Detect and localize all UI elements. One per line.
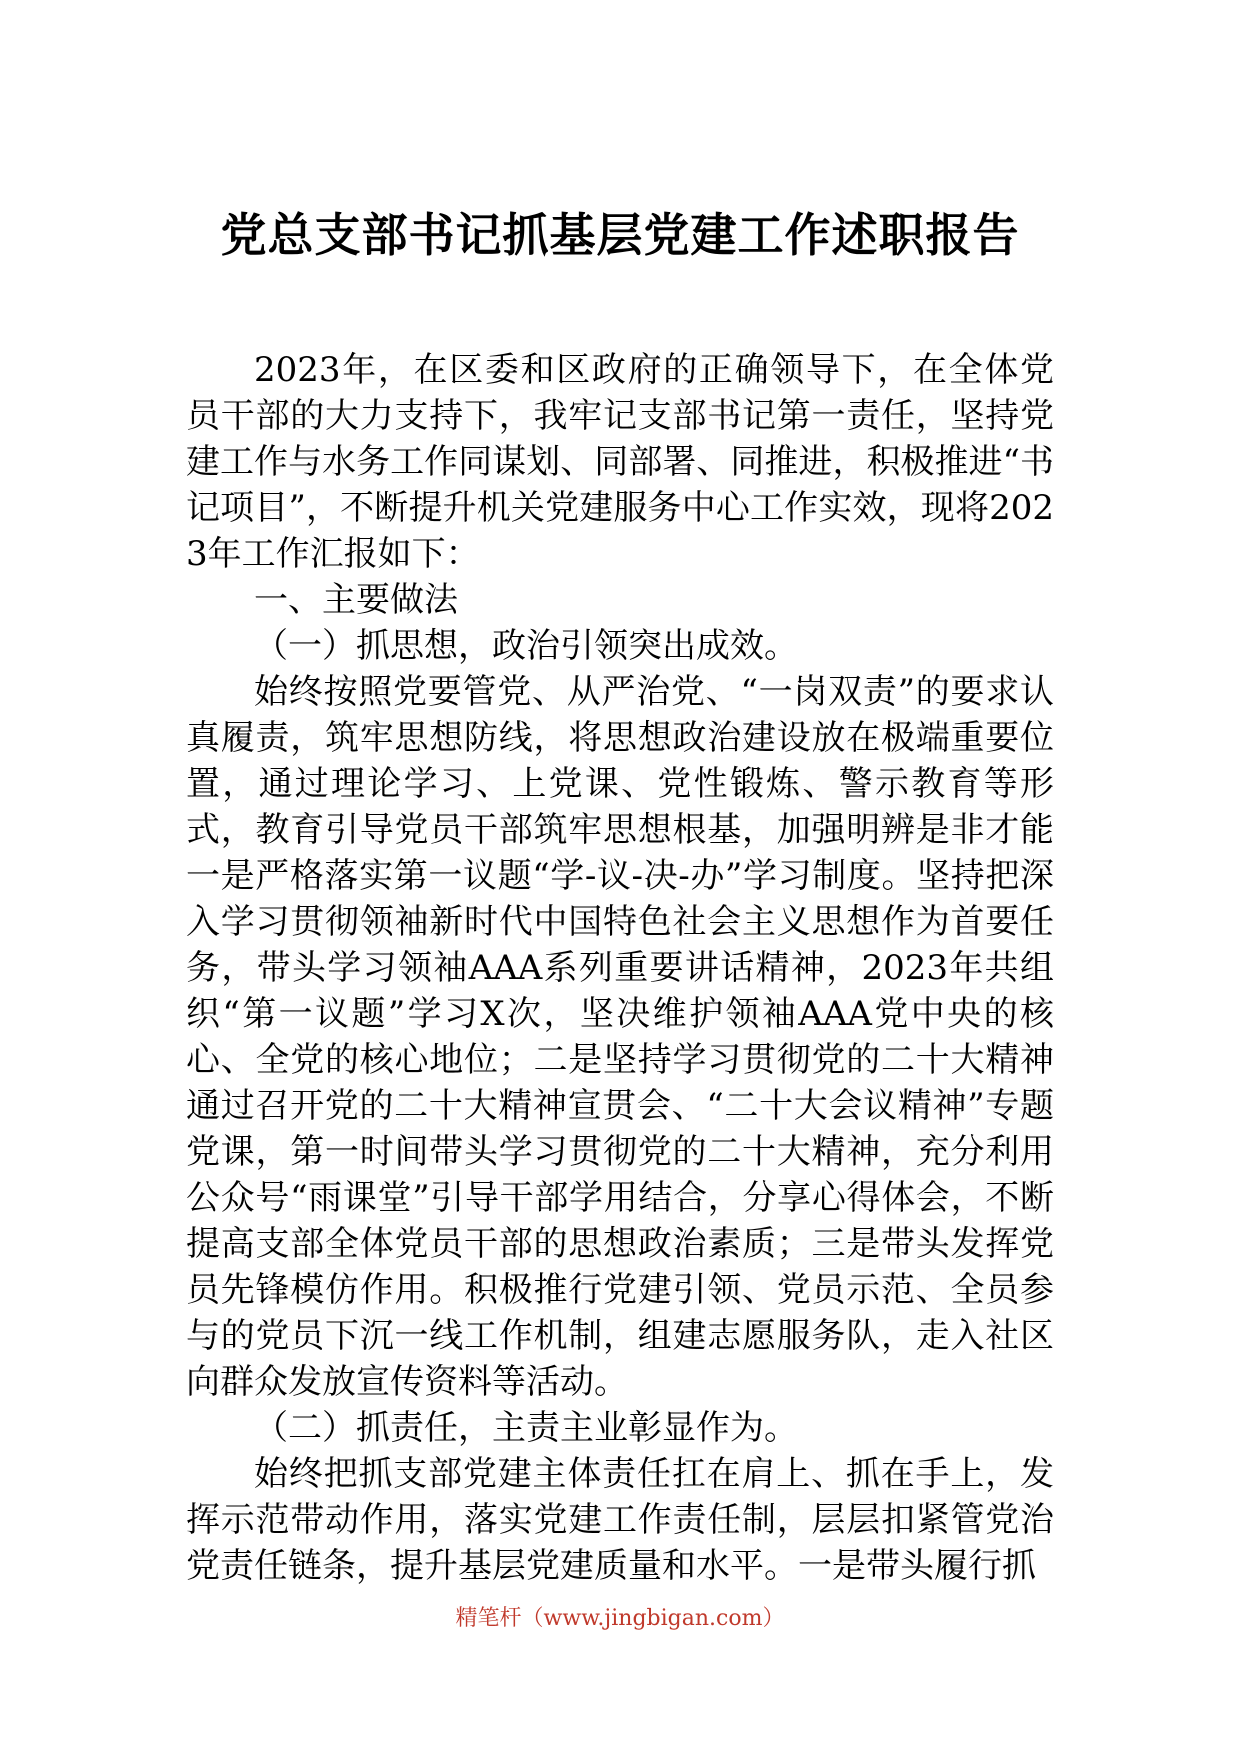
intro-paragraph: 2023年，在区委和区政府的正确领导下，在全体党员干部的大力支持下，我牢记支部书记第一责任，坚持党建工作与水务工作同谋划、同部署、同推进，积极推进“书记项目”，不断提升机关党建服务中心工作实效，现将2023年工作汇报如下： — [186, 350, 1054, 574]
subsection-heading: （一）抓思想，政治引领突出成效。 — [254, 626, 798, 666]
page-title: 党总支部书记抓基层党建工作述职报告 — [220, 208, 1020, 262]
body-paragraph: 始终按照党要管党、从严治党、“一岗双责”的要求认真履责，筑牢思想防线，将思想政治建设放在极端重要位置，通过理论学习、上党课、党性锻炼、警示教育等形式，教育引导党员干部筑牢思想根基，加强明辨是非才能一是严格落实第一议题“学-议-决-办”学习制度。坚持把深入学习贯彻领袖新时代中国特色社会主义思想作为首要任务，带头学习领袖AAA系列重要讲话精神，2023年共组织“第一议题”学习X次，坚决维护领袖AAA党中央的核心、全党的核心地位；二是坚持学习贯彻党的二十大精神通过召开党的二十大精神宣贯会、“二十大会议精神”专题党课，第一时间带头学习贯彻党的二十大精神，充分利用公众号“雨课堂”引导干部学用结合，分享心得体会，不断提高支部全体党员干部的思想政治素质；三是带头发挥党员先锋模仿作用。积极推行党建引领、党员示范、全员参与的党员下沉一线工作机制，组建志愿服务队，走入社区向群众发放宣传资料等活动。 — [186, 672, 1054, 1402]
document-body — [186, 347, 1054, 1589]
subsection-heading: （二）抓责任，主责主业彰显作为。 — [254, 1408, 798, 1448]
body-paragraph: 始终把抓支部党建主体责任扛在肩上、抓在手上，发挥示范带动作用，落实党建工作责任制，层层扣紧管党治党责任链条，提升基层党建质量和水平。一是带头履行抓 — [186, 1454, 1054, 1586]
footer-watermark: 精笔杆（www.jingbigan.com） — [455, 1606, 785, 1631]
section-heading: 一、主要做法 — [254, 580, 458, 620]
